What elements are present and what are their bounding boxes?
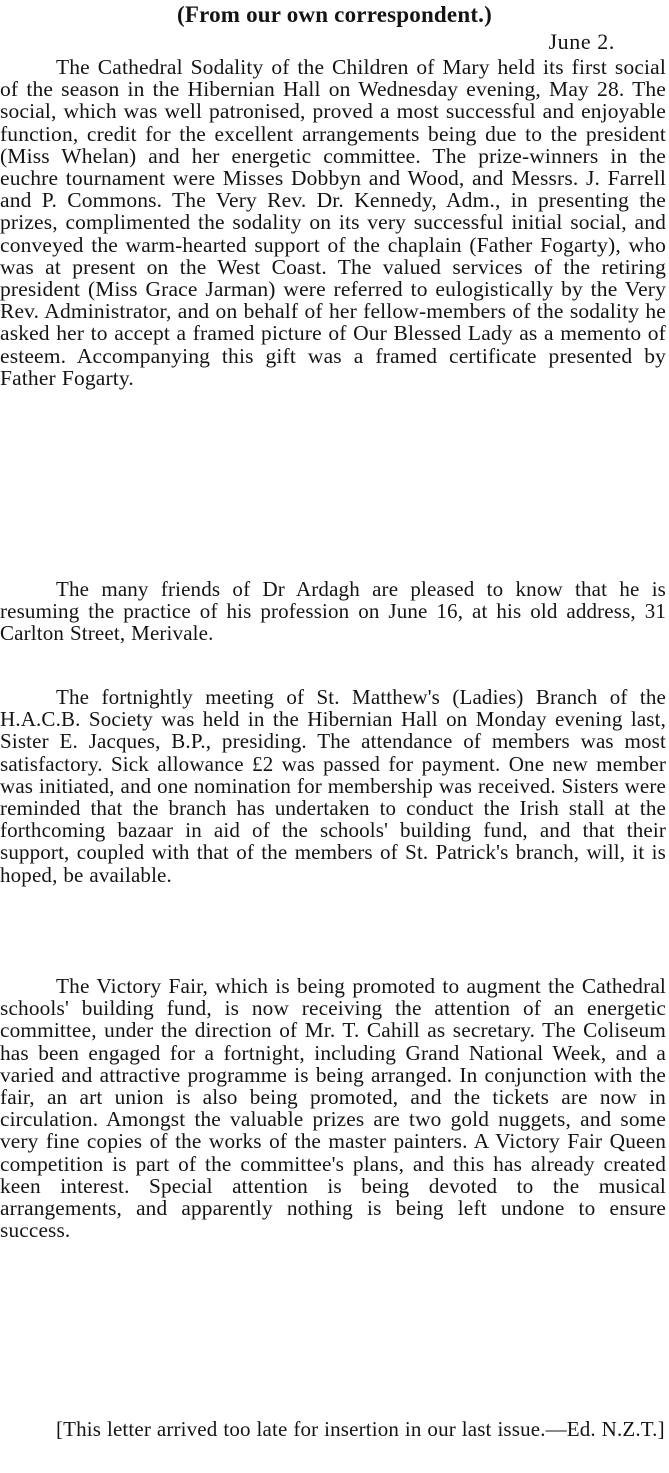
hacb-society-paragraph: The fortnightly meeting of St. Matthew's (Ladies) Branch of the H.A.C.B. Society was held in the Hibernian Hall on Monday evening last, Sister E. Jacques, B.P., presiding. The attendance of members was most satisfactory. Sick allowance £2 was passed for payment. One new member was initiated, and one nomination for membership was received. Sisters were reminded that the branch has undertaken to conduct the Irish stall at the forthcoming bazaar in aid of the schools' building fund, and that their support, coupled with that of the members of St. Patrick's branch, will, it is hoped, be available.: [0, 685, 666, 887]
dateline: June 2.: [548, 29, 615, 54]
sodality-social-paragraph: The Cathedral Sodality of the Children of Mary held its first social of the season in the Hibernian Hall on Wednesday evening, May 28. The social, which was well patronised, proved a most successful and enjoyable function, credit for the excellent arrangements being due to the president (Miss Whelan) and her energetic committee. The prize-winners in the euchre tournament were Misses Dobbyn and Wood, and Messrs. J. Farrell and P. Commons. The Very Rev. Dr. Kennedy, Adm., in presenting the prizes, complimented the sodality on its very successful initial social, and conveyed the warm-hearted support of the chaplain (Father Fogarty), who was at present on the West Coast. The valued services of the retiring president (Miss Grace Jarman) were referred to eulogistically by the Very Rev. Administrator, and on behalf of her fellow-members of the sodality he asked her to accept a framed picture of Our Blessed Lady as a memento of esteem. Accompanying this gift was a framed certificate presented by Father Fogarty.: [0, 55, 666, 390]
editor-note-paragraph: [This letter arrived too late for insertion in our last issue.—Ed. N.Z.T.]: [56, 1417, 665, 1441]
victory-fair-paragraph: The Victory Fair, which is being promoted to augment the Cathedral schools' building fund, is now receiving the attention of an energetic committee, under the direction of Mr. T. Cahill as secretary. The Coliseum has been engaged for a fortnight, including Grand National Week, and a varied and attractive programme is being arranged. In conjunction with the fair, an art union is also being promoted, and the tickets are now in circulation. Amongst the valuable prizes are two gold nuggets, and some very fine copies of the works of the master painters. A Victory Fair Queen competition is part of the committee's plans, and this has already created keen interest. Special attention is being devoted to the musical arrangements, and apparently nothing is being left undone to ensure success.: [0, 974, 666, 1243]
correspondent-heading: (From our own correspondent.): [176, 2, 492, 27]
dr-ardagh-paragraph: The many friends of Dr Ardagh are pleased to know that he is resuming the practice of his profession on June 16, at his old address, 31 Carlton Street, Merivale.: [0, 577, 666, 646]
